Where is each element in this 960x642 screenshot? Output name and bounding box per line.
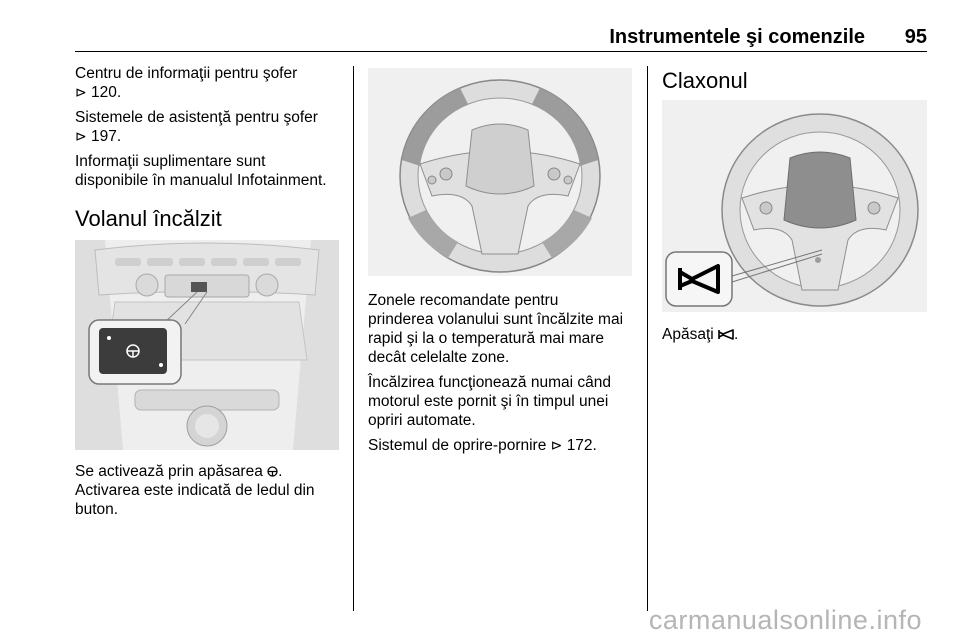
header-rule bbox=[75, 51, 927, 52]
paragraph-driver-info: Centru de informaţii pentru şofer ⊳ 120. bbox=[75, 65, 298, 101]
page-reference[interactable]: 197. bbox=[91, 128, 122, 145]
center-console-illustration bbox=[75, 240, 339, 450]
column-divider-1 bbox=[353, 66, 354, 611]
column-divider-2 bbox=[647, 66, 648, 611]
cross-reference-icon: ⊳ bbox=[550, 437, 563, 453]
paragraph-driver-assist: Sistemele de asistenţă pentru şofer ⊳ 197. bbox=[75, 109, 318, 145]
heated-steering-wheel-icon bbox=[267, 466, 278, 477]
column-1 bbox=[75, 64, 345, 232]
paragraph-infotainment: Informaţii suplimentare sunt disponibile în manualul Infotainment. bbox=[75, 153, 327, 189]
cross-reference-icon: ⊳ bbox=[75, 128, 87, 144]
page-number: 95 bbox=[904, 26, 927, 48]
horn-steering-wheel-illustration bbox=[662, 100, 927, 312]
heading-heated-steering-wheel: Volanul încălzit bbox=[75, 206, 222, 231]
caption-horn: Apăsaţi . bbox=[662, 326, 739, 343]
figure-center-console bbox=[75, 240, 339, 450]
paragraph-recommended-zones: Zonele recomandate pentru prinderea volanului sunt încălzite mai rapid şi la o temperatură mai mare decât celelalte zone. bbox=[368, 292, 624, 366]
watermark: carmanualsonline.info bbox=[648, 605, 922, 635]
horn-icon bbox=[718, 329, 734, 340]
cross-reference-icon: ⊳ bbox=[75, 84, 87, 100]
paragraph-stop-start: Sistemul de oprire-pornire ⊳ 172. bbox=[368, 437, 597, 454]
figure-horn bbox=[662, 100, 927, 312]
heading-horn: Claxonul bbox=[662, 68, 748, 93]
page-reference[interactable]: 120. bbox=[91, 84, 122, 101]
caption-heated-wheel: Se activează prin apăsarea . Activarea este indicată de ledul din buton. bbox=[75, 463, 315, 518]
figure-steering-wheel-zones bbox=[368, 68, 632, 276]
column-3 bbox=[662, 64, 927, 94]
paragraph-heating-operation: Încălzirea funcţionează numai când motorul este pornit şi în timpul unei opriri automate. bbox=[368, 374, 611, 429]
header-title: Instrumentele şi comenzile bbox=[609, 26, 865, 48]
page-header bbox=[75, 26, 927, 52]
page-reference[interactable]: 172. bbox=[566, 437, 597, 454]
steering-wheel-illustration bbox=[368, 68, 632, 276]
column-2-text bbox=[368, 291, 643, 461]
